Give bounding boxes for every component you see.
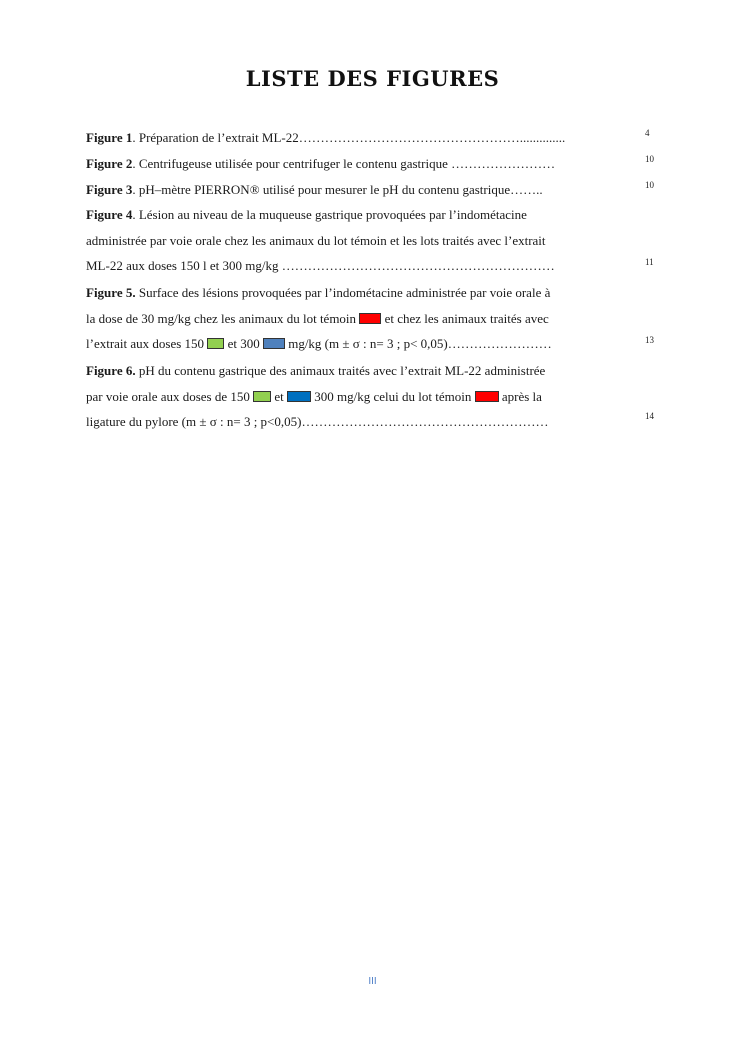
figure-caption: pH du contenu gastrique des animaux traités avec l’extrait ML-22 administrée [135,363,546,378]
figure-entry-1 [86,125,646,151]
page-ref: 4 [645,128,650,138]
figure-caption-line: administrée par voie orale chez les animaux du lot témoin et les lots traités avec l’extrait [86,232,546,248]
legend-swatch-steel-blue [263,338,285,349]
figure-caption-text: après la [498,388,542,404]
page-title: LISTE DES FIGURES [245,66,500,91]
figure-entry-5 [86,280,646,357]
legend-swatch-red [359,313,381,324]
figure-caption: . Centrifugeuse utilisée pour centrifuger le contenu gastrique …………………… [132,156,556,171]
figure-caption-text: la dose de 30 mg/kg chez les animaux du lot témoin [86,310,360,326]
figure-entry-3 [86,177,646,203]
figure-caption: . pH–mètre PIERRON® utilisé pour mesurer le pH du contenu gastrique…….. [132,182,543,197]
figure-entry-4 [86,202,646,279]
legend-swatch-green [207,338,224,349]
legend-swatch-green [253,391,271,402]
figure-caption-line: ML-22 aux doses 150 l et 300 mg/kg ……………………………………………………… [86,258,555,273]
figure-caption: Surface des lésions provoquées par l’indométacine administrée par voie orale à [135,285,551,300]
figure-label: Figure 6. [86,363,136,378]
figure-caption-line: ligature du pylore (m ± σ : n= 3 ; p<0,05)………………………………………………… [86,414,549,429]
figure-caption-text: mg/kg (m ± σ : n= 3 ; p< 0,05)…………………… [284,336,552,351]
figure-caption-text: 300 mg/kg celui du lot témoin [311,388,475,404]
figure-caption-text: et 300 [224,336,263,351]
page-number: III [368,976,377,987]
figure-label: Figure 4 [86,207,133,222]
page-ref: 10 [645,154,654,164]
figure-caption: . Lésion au niveau de la muqueuse gastrique provoquées par l’indométacine [132,207,527,222]
page-ref: 10 [645,180,654,190]
page-ref: 13 [645,335,654,345]
figure-label: Figure 2 [86,156,133,171]
figure-label: Figure 1 [86,130,133,145]
figure-caption-text: l’extrait aux doses 150 [86,336,208,351]
legend-swatch-blue [287,391,311,402]
page-ref: 11 [645,257,654,267]
legend-swatch-red [475,391,499,402]
figure-caption: . Préparation de l’extrait ML-22…………………………………………….............. [132,130,566,145]
figure-label: Figure 5. [86,285,136,300]
figure-caption-text: par voie orale aux doses de 150 [86,388,254,404]
figure-entry-6 [86,358,646,435]
figure-caption-text: et chez les animaux traités avec [381,310,549,326]
figure-entry-2 [86,151,646,177]
figure-label: Figure 3 [86,182,133,197]
figure-caption-text: et [271,388,288,404]
page-ref: 14 [645,411,654,421]
